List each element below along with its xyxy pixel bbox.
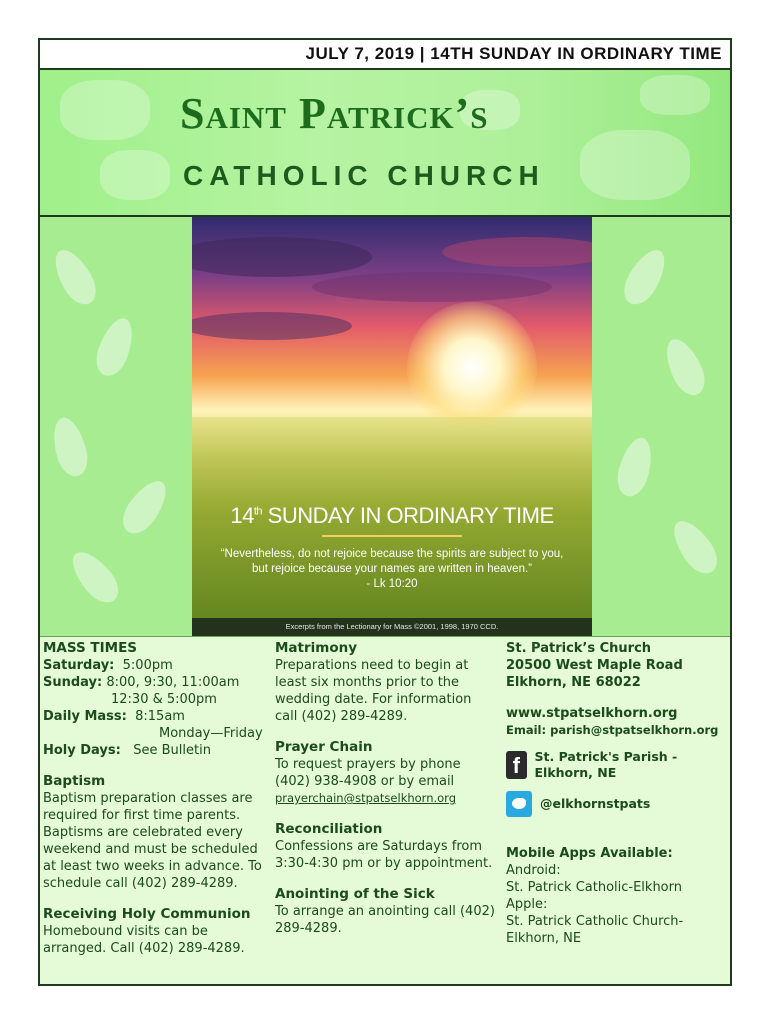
leaf-pattern [666, 514, 725, 580]
holy-days-label: Holy Days: [43, 743, 121, 758]
leaf-pattern [617, 244, 673, 311]
twitter-row[interactable] [506, 791, 730, 817]
church-city: Elkhorn, NE 68022 [506, 675, 641, 690]
facebook-icon[interactable]: f [506, 751, 527, 779]
prayer-chain-email-link[interactable]: prayerchain@stpatselkhorn.org [275, 791, 457, 805]
poster-divider [322, 535, 462, 537]
poster-title-ordinal: th [253, 505, 263, 518]
daily-row [43, 708, 269, 725]
mass-times-heading: MASS TIMES [43, 640, 138, 656]
church-street: 20500 West Maple Road [506, 658, 683, 673]
sun-glow [407, 302, 537, 432]
reconciliation-text: Confessions are Saturdays from 3:30-4:30 pm or by appointment. [275, 839, 493, 871]
prayer-chain-heading: Prayer Chain [275, 739, 373, 755]
leaf-pattern [48, 414, 93, 480]
leaf-pattern [64, 544, 126, 609]
dateline-text: JULY 7, 2019 | 14TH SUNDAY IN ORDINARY TIME [305, 44, 722, 63]
sunday-label: Sunday: [43, 675, 103, 690]
bulletin-page [38, 38, 732, 986]
poster-reference: - Lk 10:20 [366, 578, 418, 590]
cloud-shape [192, 237, 372, 277]
glass-pattern [580, 130, 690, 200]
church-title: Saint Patrick’s [180, 89, 489, 138]
leaf-pattern [613, 434, 658, 500]
poster-credit: Excerpts from the Lectionary for Mass ©2001, 1998, 1970 CCD. [192, 618, 592, 636]
spacer [275, 872, 495, 886]
facebook-row[interactable] [506, 749, 730, 781]
daily-days: Monday—Friday [159, 726, 263, 741]
masthead [40, 70, 730, 217]
church-subtitle: CATHOLIC CHURCH [183, 160, 545, 191]
facebook-label[interactable]: St. Patrick's Parish - Elkhorn, NE [534, 749, 678, 780]
android-app-name: St. Patrick Catholic-Elkhorn [506, 880, 682, 895]
dateline-bar [40, 40, 730, 70]
communion-text: Homebound visits can be arranged. Call (402) 289-4289. [43, 924, 245, 956]
leaf-pattern [659, 333, 712, 400]
sunday-times-cont: 12:30 & 5:00pm [111, 692, 217, 707]
hero-banner [40, 217, 730, 637]
column-middle [275, 640, 495, 937]
anointing-heading: Anointing of the Sick [275, 886, 435, 902]
leaf-pattern [91, 314, 140, 381]
poster-quote-block [212, 547, 572, 592]
spacer [275, 807, 495, 821]
poster-title [192, 503, 592, 529]
sunday-times: 8:00, 9:30, 11:00am [106, 675, 240, 690]
column-right [506, 640, 730, 947]
apple-label: Apple: [506, 897, 548, 912]
spacer [506, 691, 730, 705]
glass-pattern [60, 80, 150, 140]
daily-time: 8:15am [135, 709, 185, 724]
holy-days-row [43, 742, 269, 759]
sunday-row [43, 674, 269, 691]
communion-heading: Receiving Holy Communion [43, 906, 251, 922]
twitter-handle[interactable]: @elkhornstpats [540, 796, 651, 811]
spacer [275, 725, 495, 739]
leaf-pattern [116, 474, 175, 540]
holy-days-value: See Bulletin [133, 743, 211, 758]
anointing-text: To arrange an anointing call (402) 289-4289. [275, 904, 495, 936]
cloud-shape [442, 237, 592, 267]
baptism-heading: Baptism [43, 773, 106, 789]
poster-quote: “Nevertheless, do not rejoice because the spirits are subject to you, but rejoice because your names are written in heaven.” [220, 548, 564, 575]
baptism-text: Baptism preparation classes are required for first time parents. Baptisms are celebrated every weekend and must be scheduled at least two weeks in advance. To schedule call (402) 289-4289. [43, 791, 262, 891]
cloud-shape [192, 312, 352, 340]
column-left [43, 640, 269, 957]
mobile-apps-heading: Mobile Apps Available: [506, 846, 673, 861]
glass-pattern [640, 75, 710, 115]
twitter-icon[interactable] [506, 791, 532, 817]
reconciliation-heading: Reconciliation [275, 821, 383, 837]
spacer [506, 817, 730, 845]
glass-pattern [100, 150, 170, 200]
saturday-label: Saturday: [43, 658, 115, 673]
website-link[interactable]: www.stpatselkhorn.org [506, 706, 678, 721]
leaf-pattern [47, 244, 103, 311]
apple-app-name: St. Patrick Catholic Church- Elkhorn, NE [506, 914, 684, 946]
sunday-poster [192, 217, 592, 636]
prayer-chain-text: To request prayers by phone (402) 938-4908 or by email [275, 757, 461, 789]
poster-title-text: SUNDAY IN ORDINARY TIME [262, 503, 554, 528]
parish-email-link[interactable]: Email: parish@stpatselkhorn.org [506, 723, 719, 737]
android-label: Android: [506, 863, 561, 878]
church-name: St. Patrick’s Church [506, 641, 652, 656]
saturday-times: 5:00pm [122, 658, 173, 673]
daily-label: Daily Mass: [43, 709, 127, 724]
spacer [43, 759, 269, 773]
spacer [43, 892, 269, 906]
matrimony-heading: Matrimony [275, 640, 358, 656]
saturday-row [43, 657, 269, 674]
cloud-shape [312, 272, 552, 302]
matrimony-text: Preparations need to begin at least six months prior to the wedding date. For information call (402) 289-4289. [275, 658, 472, 724]
poster-title-number: 14 [230, 503, 254, 528]
